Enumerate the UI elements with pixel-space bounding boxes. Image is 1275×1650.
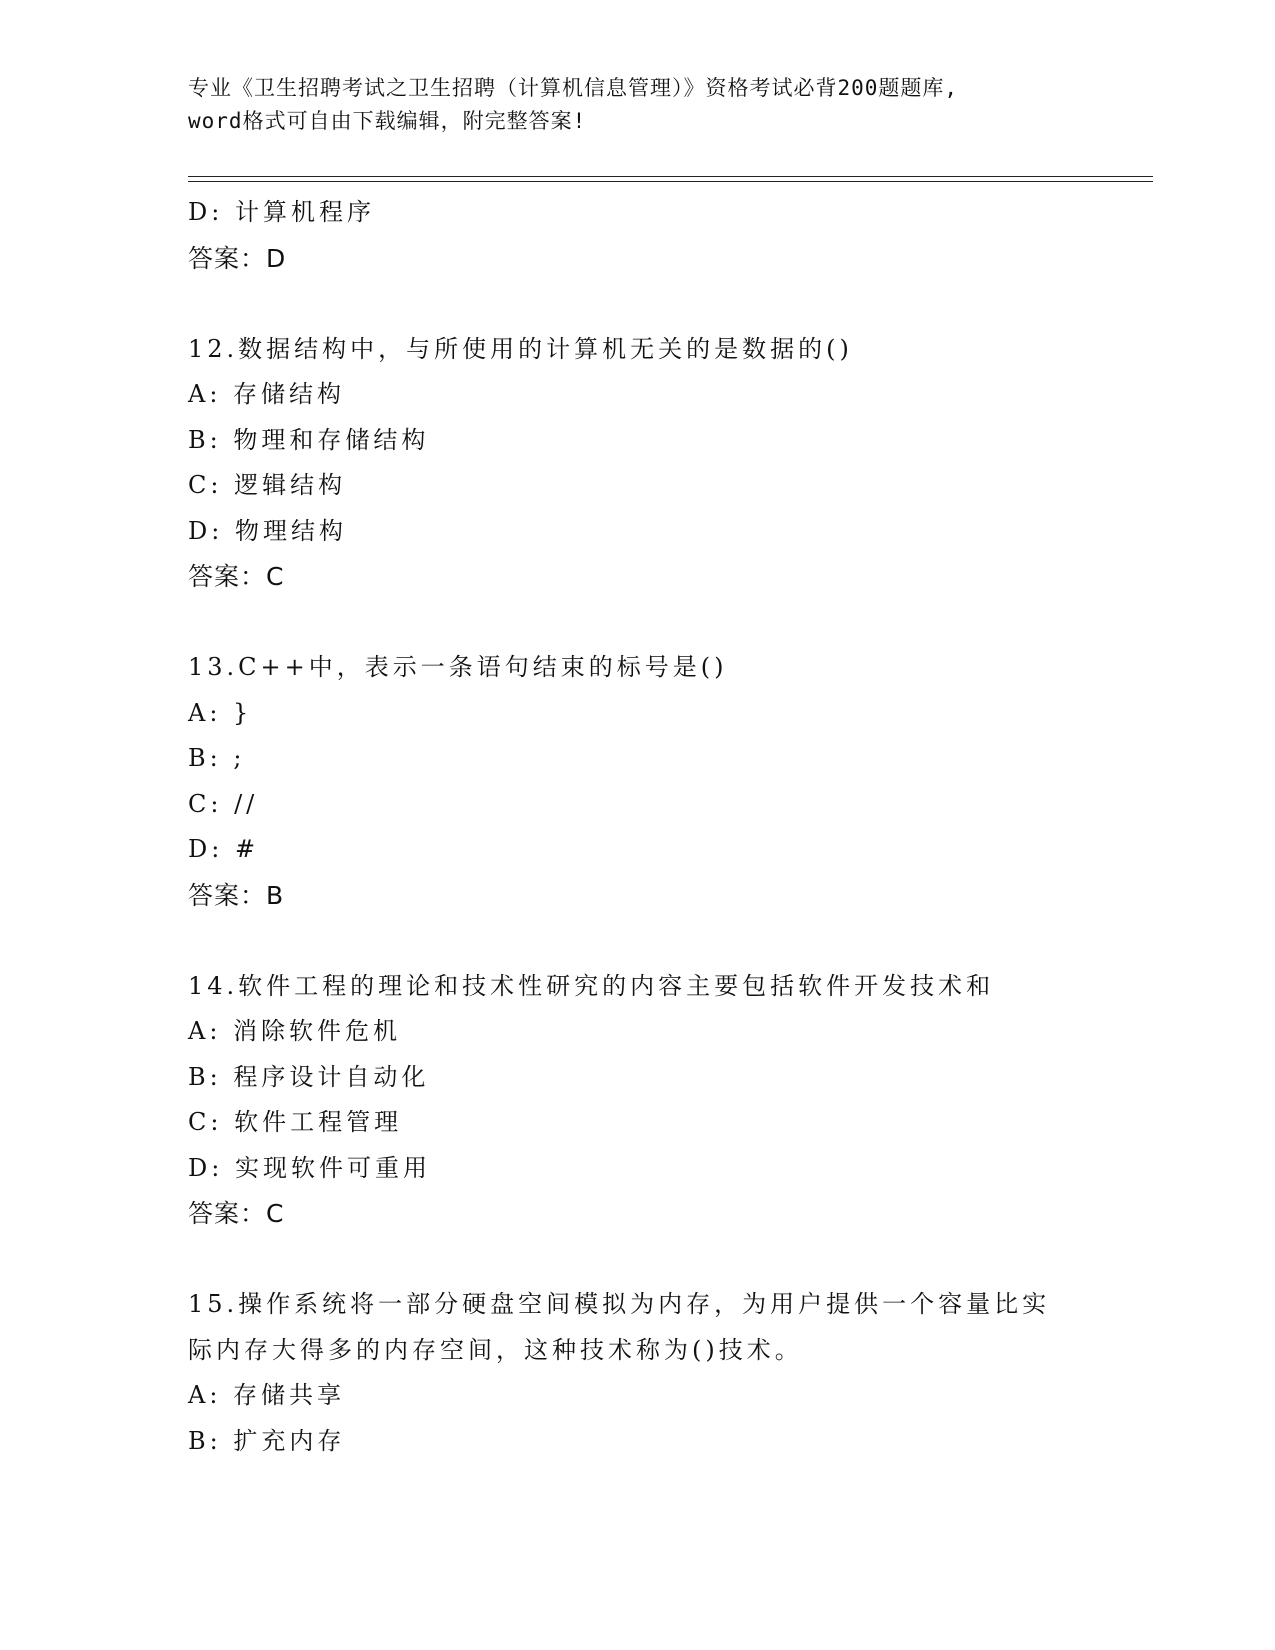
question-14	[188, 964, 1088, 1237]
question-list	[188, 190, 1088, 1464]
header-title-line-2: word格式可自由下载编辑，附完整答案!	[188, 109, 587, 133]
question-stem-line-2: 际内存大得多的内存空间，这种技术称为()技术。	[188, 1335, 803, 1364]
answer-line: 答案：C	[188, 562, 285, 591]
question-15	[188, 1282, 1088, 1464]
question-stem: 12.数据结构中，与所使用的计算机无关的是数据的()	[188, 334, 853, 363]
option-a: A: 存储结构	[188, 380, 346, 408]
previous-question-tail	[188, 190, 1088, 281]
question-13	[188, 645, 1088, 918]
question-stem: 13.C++中，表示一条语句结束的标号是()	[188, 653, 728, 681]
option-d: D: #	[188, 835, 260, 863]
option-d: D: 实现软件可重用	[188, 1153, 431, 1182]
option-a: A: 存储共享	[188, 1381, 346, 1409]
answer-line: 答案：B	[188, 880, 285, 910]
header-double-rule	[188, 176, 1153, 182]
answer-line: 答案：C	[188, 1199, 285, 1228]
option-d: D: 物理结构	[188, 516, 347, 545]
option-a: A: }	[188, 698, 253, 727]
option-a: A: 消除软件危机	[188, 1017, 402, 1045]
header-title-line-1: 专业《卫生招聘考试之卫生招聘（计算机信息管理）》资格考试必背200题题库,	[188, 76, 959, 100]
spacer	[188, 918, 1088, 964]
option-b: B: 物理和存储结构	[188, 425, 430, 454]
question-stem-line-1: 15.操作系统将一部分硬盘空间模拟为内存，为用户提供一个容量比实	[188, 1290, 1051, 1318]
option-b: B: 扩充内存	[188, 1426, 346, 1455]
spacer	[188, 281, 1088, 327]
answer-line: 答案：D	[188, 243, 287, 273]
question-stem: 14.软件工程的理论和技术性研究的内容主要包括软件开发技术和	[188, 971, 995, 1000]
question-12	[188, 327, 1088, 600]
option-d: D: 计算机程序	[188, 198, 375, 226]
spacer	[188, 1237, 1088, 1283]
option-b: B: ;	[188, 744, 246, 772]
option-c: C: //	[188, 789, 259, 818]
document-header	[188, 72, 1088, 138]
option-c: C: 软件工程管理	[188, 1108, 403, 1136]
option-b: B: 程序设计自动化	[188, 1062, 430, 1091]
spacer	[188, 600, 1088, 646]
option-c: C: 逻辑结构	[188, 471, 347, 499]
